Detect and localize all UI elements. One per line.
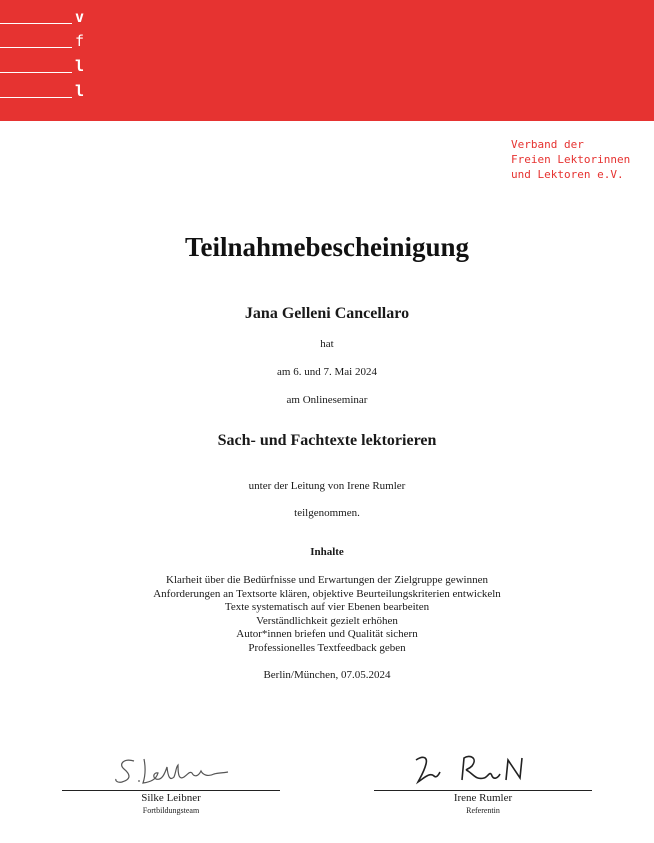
seminar-leader: unter der Leitung von Irene Rumler [248, 480, 406, 492]
certificate-title: Teilnahmebescheinigung [184, 232, 470, 262]
logo-letter-f: f [75, 32, 85, 50]
contents-item: Klarheit über die Bedürfnisse und Erwartungen der Zielgruppe gewinnen [166, 574, 488, 586]
contents-item: Anforderungen an Textsorte klären, objektive Beurteilungskriterien entwickeln [153, 587, 501, 600]
logo-row-f [0, 32, 90, 50]
contents-item: Professionelles Textfeedback geben [248, 641, 406, 654]
signature-irene-rumler [412, 750, 527, 788]
signature-line [62, 790, 280, 791]
logo-line [0, 23, 72, 24]
contents-item: Texte systematisch auf vier Ebenen bearbeiten [224, 601, 430, 613]
association-name [511, 137, 630, 182]
logo-row-l1 [0, 57, 90, 75]
logo-letter-l: l [75, 82, 85, 100]
association-line: Freien Lektorinnen [511, 153, 631, 166]
place-date: Berlin/München, 07.05.2024 [263, 669, 391, 681]
seminar-format: am Onlineseminar [286, 394, 368, 406]
contents-heading: Inhalte [310, 546, 344, 558]
course-title: Sach- und Fachtexte lektorieren [217, 432, 437, 449]
signer-role: Referentin [466, 806, 500, 815]
logo-line [0, 97, 72, 98]
participant-name: Jana Gelleni Cancellaro [244, 305, 410, 322]
signer-name: Silke Leibner [141, 792, 201, 804]
logo-letter-v: v [75, 8, 85, 26]
contents-item: Autor*innen briefen und Qualität sichern [236, 628, 418, 640]
contents-list [0, 574, 654, 655]
signer-role: Fortbildungsteam [142, 806, 200, 815]
signer-name: Irene Rumler [453, 792, 513, 804]
header-banner [0, 0, 654, 121]
closing-text: teilgenommen. [294, 507, 360, 519]
logo-row-v [0, 8, 90, 26]
logo-line [0, 72, 72, 73]
signature-silke-leibner [112, 755, 232, 787]
seminar-date: am 6. und 7. Mai 2024 [277, 366, 377, 378]
logo-letter-l: l [75, 57, 85, 75]
association-line: und Lektoren e.V. [511, 168, 624, 181]
contents-item: Verständlichkeit gezielt erhöhen [256, 614, 398, 627]
signature-line [374, 790, 592, 791]
logo-row-l2 [0, 82, 90, 100]
logo-line [0, 47, 72, 48]
hat-text: hat [320, 338, 334, 350]
association-line: Verband der [511, 138, 584, 151]
